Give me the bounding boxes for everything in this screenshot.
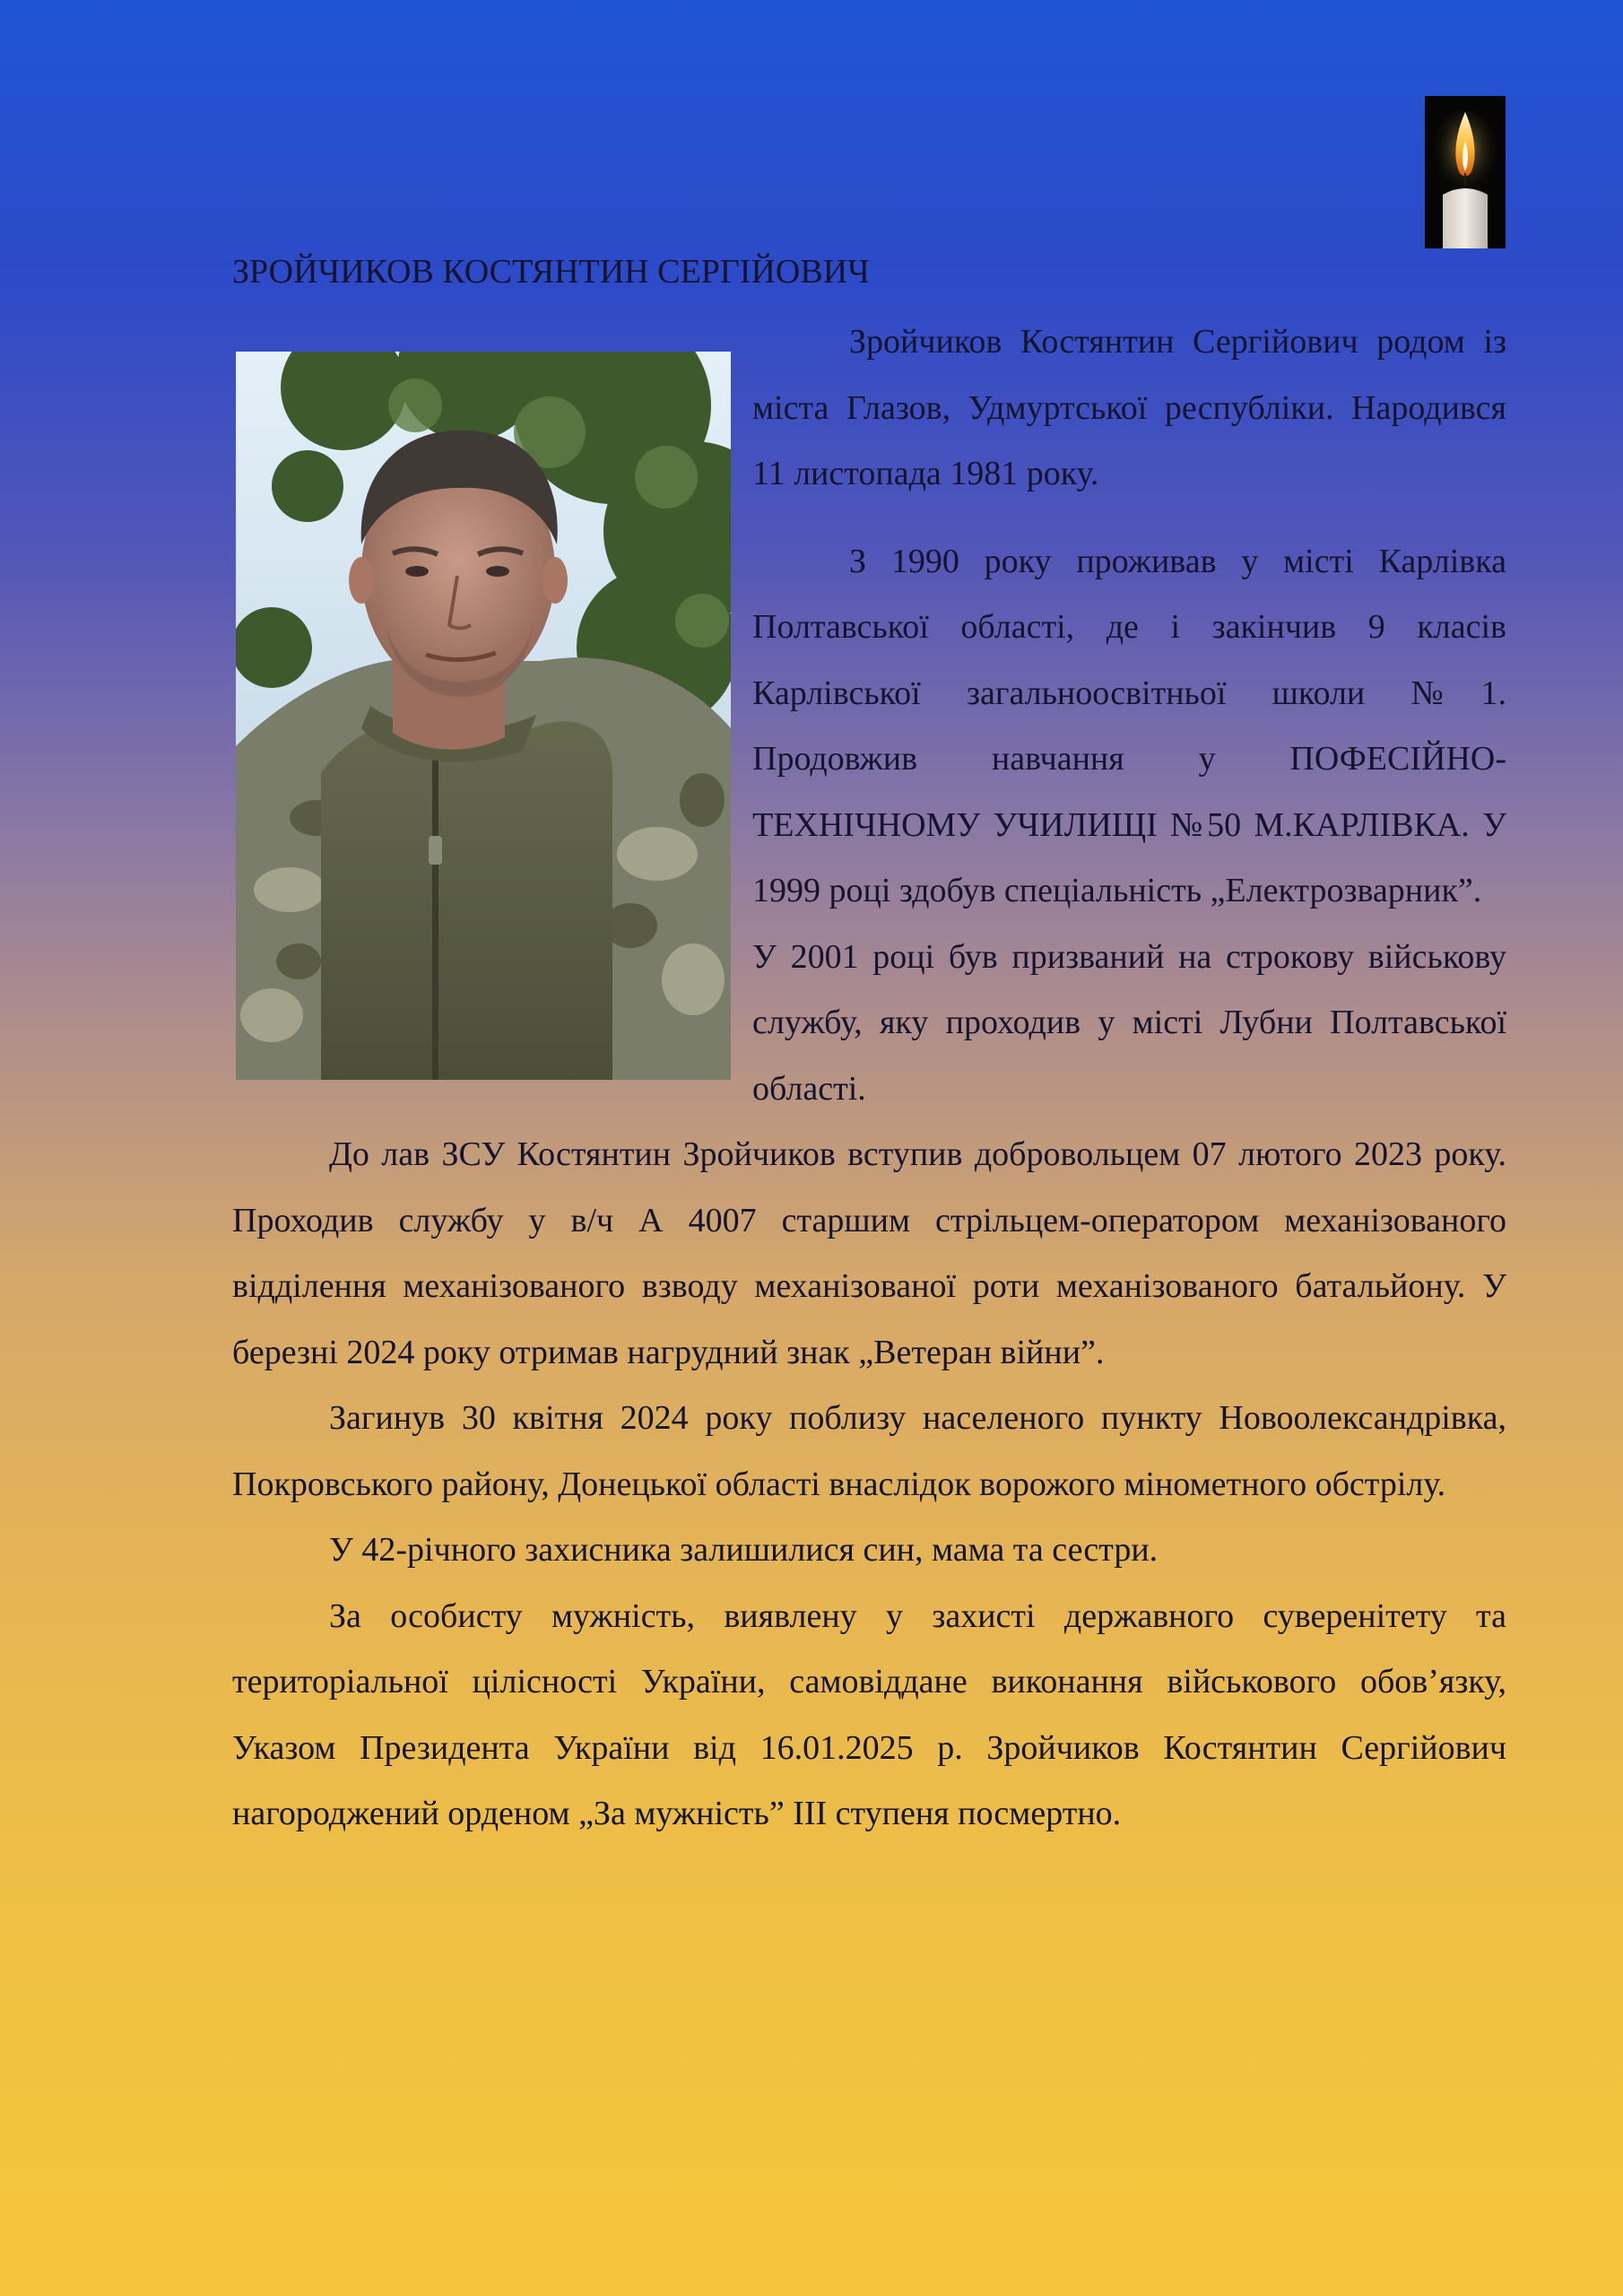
paragraph-education: З 1990 року проживав у місті Карлівка Полтавської області, де і закінчив 9 класів Карлівської загальноосвітньої школи №1. Продовжив навчання у ПОФЕСІЙНО-ТЕХНІЧНОМУ УЧИЛИЩІ №50 М.КАРЛІВКА. У 1999 році здобув спеціальність „Електрозварник”. [752, 542, 1506, 909]
paragraph-family: У 42-річного захисника залишилися син, мама та сестри. [329, 1531, 1159, 1569]
biography-text [232, 309, 1506, 1848]
paragraph-service: До лав ЗСУ Костянтин Зройчиков вступив добровольцем 07 лютого 2023 року. Проходив службу у в/ч А 4007 старшим стрільцем-оператором механізованого відділення механізованого взводу механізованої роти механізованого батальйону. У березні 2024 року отримав нагрудний знак „Ветеран війни”. [232, 1135, 1506, 1371]
portrait-photo [236, 352, 731, 1080]
paragraph-award: За особисту мужність, виявлену у захисті державного суверенітету та територіальної цілісності України, самовіддане виконання військового обов’язку, Указом Президента України від 16.01.2025 р. Зройчиков Костянтин Сергійович нагороджений орденом „За мужність” ІІІ ступеня посмертно. [232, 1596, 1506, 1832]
memorial-candle-icon [1425, 96, 1506, 248]
page-title: ЗРОЙЧИКОВ КОСТЯНТИН СЕРГІЙОВИЧ [232, 253, 870, 291]
paragraph-death: Загинув 30 квітня 2024 року поблизу населеного пункту Новоолександрівка, Покровського району, Донецької області внаслідок ворожого мінометного обстрілу. [232, 1399, 1506, 1503]
paragraph-conscription: У 2001 році був призваний на строкову військову службу, яку проходив у місті Лубни Полтавської області. [752, 937, 1506, 1108]
paragraph-origin: Зройчиков Костянтин Сергійович родом із міста Глазов, Удмуртської республіки. Народився 11 листопада 1981 року. [752, 323, 1506, 492]
